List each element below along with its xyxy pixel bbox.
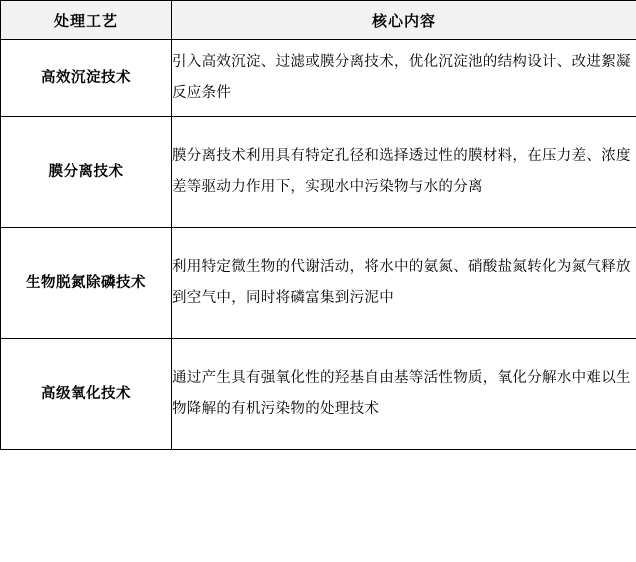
cell-core-content: 膜分离技术利用具有特定孔径和选择透过性的膜材料，在压力差、浓度差等驱动力作用下，实现水中污染物与水的分离 [172,117,636,228]
cell-process-name: 高效沉淀技术 [1,40,172,117]
cell-process-name: 高级氧化技术 [1,339,172,450]
table-row [1,117,636,228]
cell-core-content: 利用特定微生物的代谢活动，将水中的氨氮、硝酸盐氮转化为氮气释放到空气中，同时将磷富集到污泥中 [172,228,636,339]
column-header-content: 核心内容 [172,1,636,40]
cell-core-content: 引入高效沉淀、过滤或膜分离技术，优化沉淀池的结构设计、改进絮凝反应条件 [172,40,636,117]
column-header-process: 处理工艺 [1,1,172,40]
table-row [1,228,636,339]
table-header-row [1,1,636,40]
cell-process-name: 膜分离技术 [1,117,172,228]
cell-process-name: 生物脱氮除磷技术 [1,228,172,339]
table-row [1,40,636,117]
table-row [1,339,636,450]
cell-core-content: 通过产生具有强氧化性的羟基自由基等活性物质，氧化分解水中难以生物降解的有机污染物的处理技术 [172,339,636,450]
